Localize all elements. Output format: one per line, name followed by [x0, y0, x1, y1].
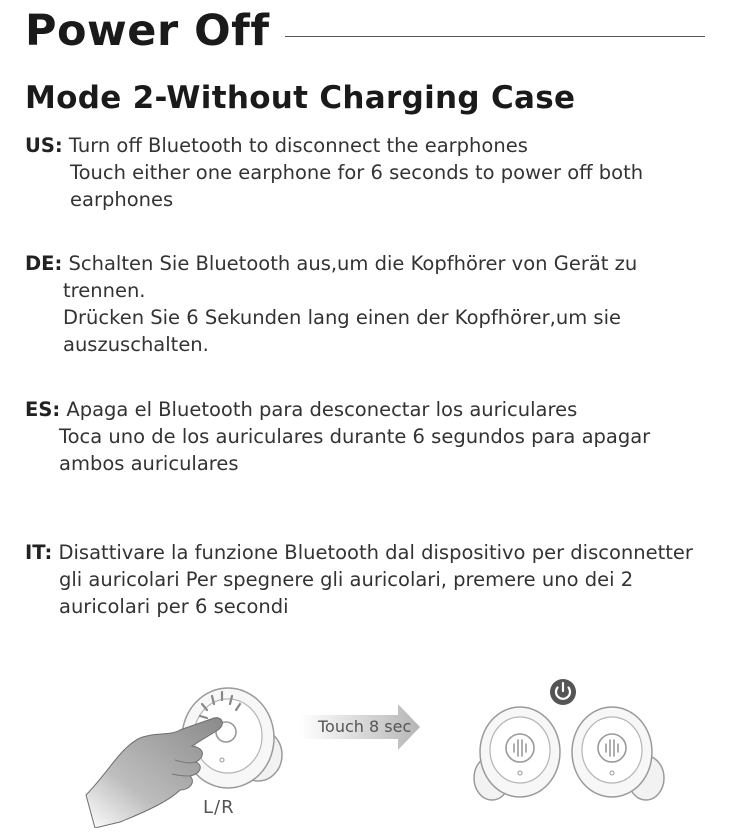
earbud-icon — [474, 707, 560, 800]
it-line-2: gli auricolari Per spegnere gli auricolari, premere uno dei 2 — [59, 568, 634, 591]
lang-code-de: DE: — [25, 252, 63, 275]
section-de — [25, 250, 637, 358]
es-line-3: ambos auriculares — [59, 452, 239, 475]
it-line-1: Disattivare la funzione Bluetooth dal dispositivo per disconnetter — [58, 541, 693, 564]
touch-duration-label: Touch 8 sec — [318, 717, 412, 736]
side-label: L/R — [203, 797, 235, 818]
es-line-2: Toca uno de los auriculares durante 6 segundos para apagar — [59, 425, 651, 448]
section-it — [25, 539, 693, 620]
de-line-1: Schalten Sie Bluetooth aus,um die Kopfhörer von Gerät zu — [68, 252, 638, 275]
section-us — [25, 132, 643, 213]
power-icon — [550, 679, 576, 705]
power-off-illustration — [0, 660, 752, 828]
de-line-4: auszuschalten. — [63, 333, 209, 356]
page-subtitle: Mode 2-Without Charging Case — [25, 80, 576, 116]
page-title: Power Off — [25, 6, 270, 56]
lang-code-us: US: — [25, 134, 63, 157]
it-line-3: auricolari per 6 secondi — [59, 595, 289, 618]
lang-code-es: ES: — [25, 398, 61, 421]
earbud-icon — [572, 707, 664, 800]
es-line-1: Apaga el Bluetooth para desconectar los auriculares — [66, 398, 578, 421]
us-line-2: Touch either one earphone for 6 seconds to power off both — [70, 161, 644, 184]
us-line-1: Turn off Bluetooth to disconnect the earphones — [68, 134, 528, 157]
us-line-3: earphones — [70, 188, 174, 211]
lang-code-it: IT: — [25, 541, 53, 564]
title-divider — [285, 36, 705, 37]
de-line-2: trennen. — [63, 279, 146, 302]
de-line-3: Drücken Sie 6 Sekunden lang einen der Kopfhörer,um sie — [63, 306, 622, 329]
section-es — [25, 396, 650, 477]
